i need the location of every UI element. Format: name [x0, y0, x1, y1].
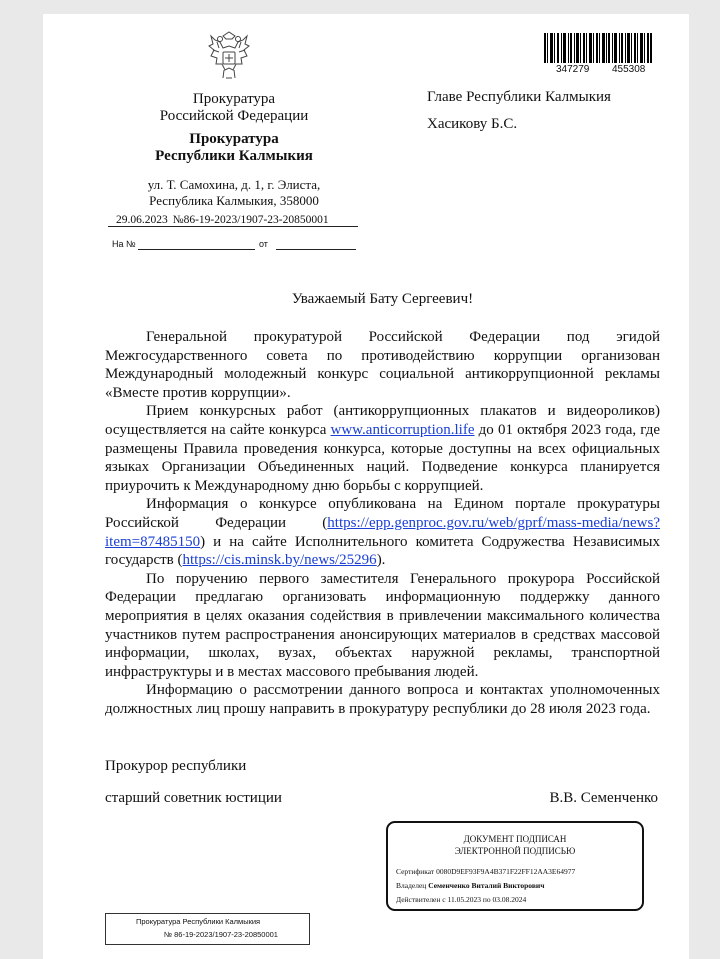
sender-org-line2: Российской Федерации — [159, 108, 309, 124]
p3-text-after: ). — [376, 552, 386, 569]
registration-box — [105, 913, 310, 945]
salutation: Уважаемый Бату Сергеевич! — [291, 291, 474, 307]
paragraph-4: По поручению первого заместителя Генерального прокурора Российской Федерации предлагаю организовать информационную поддержку данного мероприятия в целях оказания содействия в привлечении максимального количества участников путем распространения анонсирующих материалов в средствах массовой информации, школах, вузах, объектах наружной рекламы, транспортной инфраструктуры и в местах массового пребывания людей. — [105, 570, 660, 680]
barcode-number-right: 455308 — [612, 64, 646, 75]
na-number-line — [138, 249, 255, 250]
sender-org-line1: Прокуратура — [192, 91, 276, 107]
paragraph-1: Генеральной прокуратурой Российской Федерации под эгидой Межгосударственного совета по противодействию коррупции организован Международный молодежный конкурс социальной антикоррупционной рекламы «Вместе против коррупции». — [105, 329, 660, 401]
ot-date-line — [276, 249, 356, 250]
ot-label: от — [259, 239, 268, 249]
cert-value: 0080D9EF93F9A4B371F22FF12AA3E64977 — [436, 867, 576, 876]
sender-address-line1: ул. Т. Самохина, д. 1, г. Элиста, — [147, 177, 321, 192]
signer-position-1: Прокурор республики — [105, 758, 247, 774]
stamp-title-line1: ДОКУМЕНТ ПОДПИСАН — [463, 834, 567, 844]
barcode — [544, 33, 652, 63]
p3-text-mid: ) и на сайте Исполнительного комитета Содружества Независимых государств ( — [105, 533, 660, 569]
sender-org-bold1: Прокуратура — [189, 131, 279, 147]
registration-org: Прокуратура Республики Калмыкия — [136, 917, 261, 926]
na-label: На № — [112, 239, 136, 249]
stamp-certificate — [396, 867, 575, 876]
outgoing-date: 29.06.2023 — [116, 214, 168, 226]
valid-to-label: по — [482, 895, 491, 904]
contest-website-link[interactable]: www.anticorruption.life — [330, 421, 475, 438]
recipient-line1: Главе Республики Калмыкия — [427, 89, 611, 105]
valid-from: 11.05.2023 — [447, 895, 481, 904]
outgoing-reference — [108, 214, 358, 227]
valid-label: Действителен с — [396, 895, 446, 904]
owner-label: Владелец — [396, 881, 427, 890]
p3-text-before: Информация о конкурсе опубликована на Едином портале прокуратуры Российской Федерации ( — [105, 496, 660, 531]
electronic-signature-stamp — [386, 821, 644, 911]
recipient-line2: Хасикову Б.С. — [427, 116, 518, 132]
barcode-number-left: 347279 — [556, 64, 590, 75]
signer-name: В.В. Семенченко — [549, 790, 658, 806]
letter-body — [105, 328, 660, 718]
stamp-title-line2: ЭЛЕКТРОННОЙ ПОДПИСЬЮ — [454, 846, 576, 856]
sender-org-bold2: Республики Калмыкия — [155, 148, 313, 164]
paragraph-3 — [105, 495, 660, 569]
genproc-news-link[interactable]: https://epp.genproc.gov.ru/web/gprf/mass-media/news?item=87485150 — [105, 514, 660, 550]
p2-text-before: Прием конкурсных работ (антикоррупционных плакатов и видеороликов) осуществляется на сайте конкурса — [105, 403, 660, 438]
coat-of-arms-icon — [205, 30, 253, 88]
stamp-owner — [396, 881, 544, 890]
owner-value: Семенченко Виталий Викторович — [428, 881, 545, 890]
stamp-title — [388, 833, 642, 857]
p2-text-after: до 01 октября 2023 года, где размещены Правила проведения конкурса, которые доступны на всех официальных языках Организации Объединенных наций. Подведение конкурса планируется приурочить к Международному дню борьбы с коррупцией. — [105, 421, 661, 494]
sender-address-line2: Республика Калмыкия, 358000 — [149, 193, 319, 208]
paragraph-2 — [105, 402, 660, 495]
outgoing-number: №86-19-2023/1907-23-20850001 — [172, 214, 329, 226]
stamp-validity — [396, 895, 526, 904]
valid-to: 03.08.2024 — [492, 895, 527, 904]
paragraph-5: Информацию о рассмотрении данного вопроса и контактах уполномоченных должностных лиц прошу направить в прокуратуру республики до 28 июля 2023 года. — [105, 682, 660, 717]
registration-number: № 86-19-2023/1907-23-20850001 — [164, 930, 278, 939]
signer-position-2: старший советник юстиции — [105, 790, 282, 806]
cert-label: Сертификат — [396, 867, 435, 876]
cis-news-link[interactable]: https://cis.minsk.by/news/25296 — [182, 552, 377, 569]
